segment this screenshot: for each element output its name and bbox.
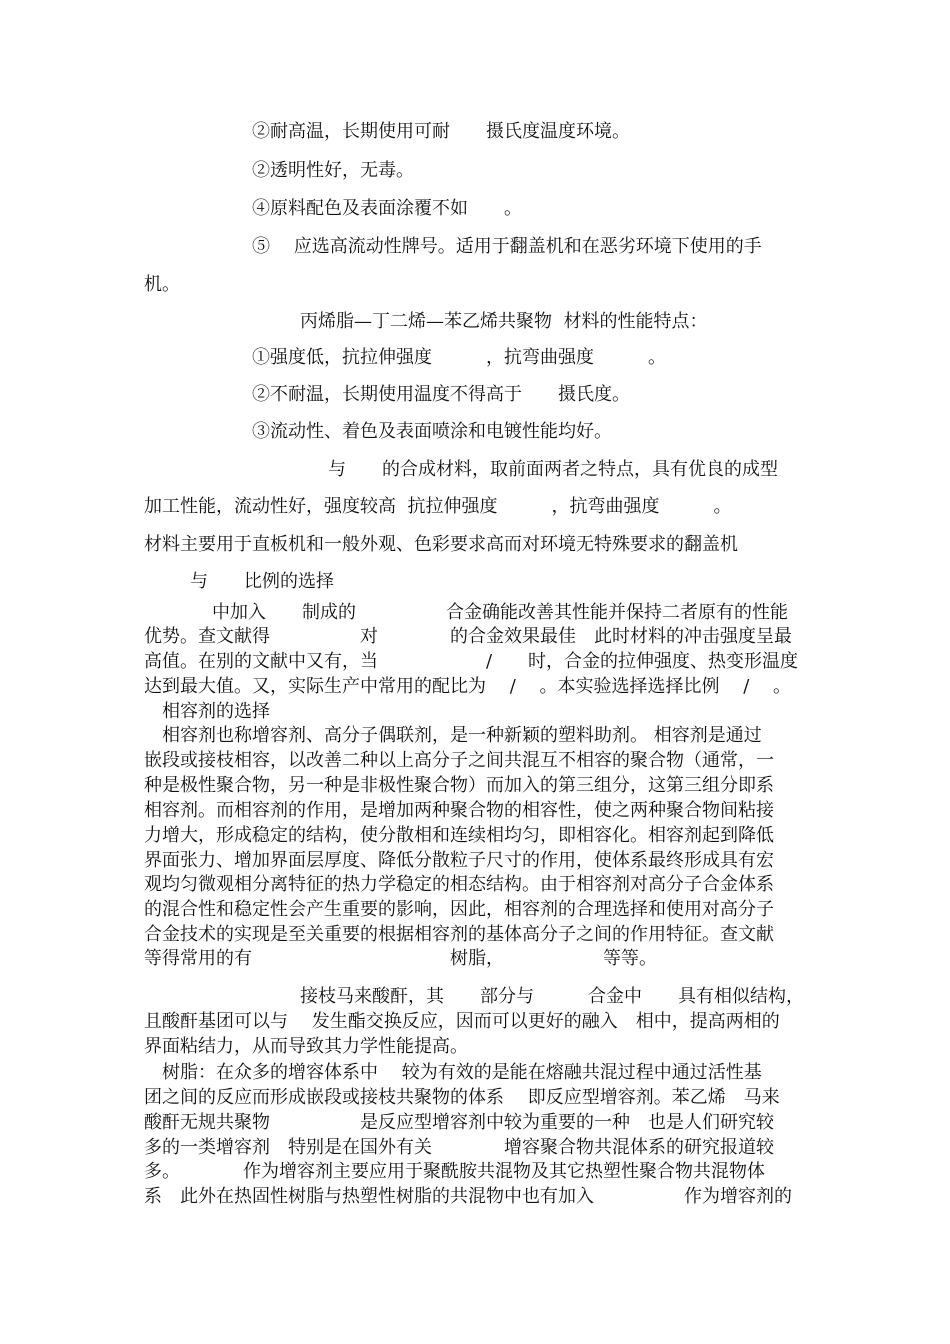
text-line: 界面粘结力，从而导致其力学性能提高。: [144, 1036, 468, 1057]
text-line: 等得常用的有 树脂， 等等。: [144, 948, 657, 969]
text-line: 达到最大值。又，实际生产中常用的配比为 / 。本实验选择选择比例 / 。: [144, 676, 792, 697]
section-heading: 相容剂的选择: [162, 701, 270, 722]
text-line: 加工性能，流动性好，强度较高 抗拉伸强度 ，抗弯曲强度 。: [144, 496, 732, 517]
section-heading: 与 比例的选择: [190, 571, 334, 592]
text-line: ⑤ 应选高流动性牌号。适用于翻盖机和在恶劣环境下使用的手: [252, 236, 762, 257]
text-line: 多。 作为增容剂主要应用于聚酰胺共混物及其它热塑性聚合物共混物体: [144, 1161, 765, 1182]
text-line: ②不耐温，长期使用温度不得高于 摄氏度。: [252, 384, 630, 405]
text-line: 酸酐无规共聚物 是反应型增容剂中较为重要的一种 也是人们研究较: [144, 1112, 774, 1133]
text-line: 且酸酐基团可以与 发生酯交换反应，因而可以更好的融入 相中，提高两相的: [144, 1011, 780, 1032]
text-line: 观均匀微观相分离特征的热力学稳定的相态结构。由于相容剂对高分子合金体系: [144, 874, 774, 895]
text-line: ③流动性、着色及表面喷涂和电镀性能均好。: [252, 421, 612, 442]
text-line: 与 的合成材料，取前面两者之特点，具有优良的成型: [328, 459, 778, 480]
text-line: 相容剂。而相容剂的作用，是增加两种聚合物的相容性，使之两种聚合物间粘接: [144, 800, 774, 821]
text-line: 力增大，形成稳定的结构，使分散相和连续相均匀，即相容化。相容剂起到降低: [144, 825, 774, 846]
text-line: 多的一类增容剂 特别是在国外有关 增容聚合物共混体系的研究报道较: [144, 1137, 774, 1158]
text-line: 界面张力、增加界面层厚度、降低分散粒子尺寸的作用，使体系最终形成具有宏: [144, 850, 774, 871]
text-line: 中加入 制成的 合金确能改善其性能并保持二者原有的性能: [212, 602, 788, 623]
text-line: 树脂：在众多的增容体系中 较为有效的是能在熔融共混过程中通过活性基: [162, 1062, 762, 1083]
text-line: 优势。查文献得 对 的合金效果最佳 此时材料的冲击强度呈最: [144, 626, 792, 647]
text-line: ②透明性好，无毒。: [252, 160, 414, 181]
text-line: 接枝马来酸酐，其 部分与 合金中 具有相似结构，: [300, 986, 804, 1007]
text-line: 系 此外在热固性树脂与热塑性树脂的共混物中也有加入 作为增容剂的: [144, 1186, 792, 1207]
text-line: 机。: [144, 274, 180, 295]
text-line: 团之间的反应而形成嵌段或接枝共聚物的体系 即反应型增容剂。苯乙烯 马来: [144, 1087, 780, 1108]
text-line: 高值。在别的文献中又有，当 / 时，合金的拉伸强度、热变形温度: [144, 651, 799, 672]
text-line: ②耐高温，长期使用可耐 摄氏度温度环境。: [252, 121, 630, 142]
text-line: 的混合性和稳定性会产生重要的影响，因此，相容剂的合理选择和使用对高分子: [144, 899, 774, 920]
text-line: 相容剂也称增容剂、高分子偶联剂，是一种新颖的塑料助剂。 相容剂是通过: [162, 725, 762, 746]
text-line: ①强度低，抗拉伸强度 ，抗弯曲强度 。: [252, 347, 666, 368]
text-line: ④原料配色及表面涂覆不如 。: [252, 198, 522, 219]
section-heading: 丙烯脂—丁二烯—苯乙烯共聚物 材料的性能特点：: [300, 311, 708, 332]
text-line: 嵌段或接枝相容，以改善二种以上高分子之间共混互不相容的聚合物（通常，一: [144, 750, 774, 771]
text-line: 种是极性聚合物，另一种是非极性聚合物）而加入的第三组分，这第三组分即系: [144, 775, 774, 796]
text-line: 材料主要用于直板机和一般外观、色彩要求高而对环境无特殊要求的翻盖机: [144, 534, 738, 555]
text-line: 合金技术的实现是至关重要的根据相容剂的基体高分子之间的作用特征。查文献: [144, 924, 774, 945]
